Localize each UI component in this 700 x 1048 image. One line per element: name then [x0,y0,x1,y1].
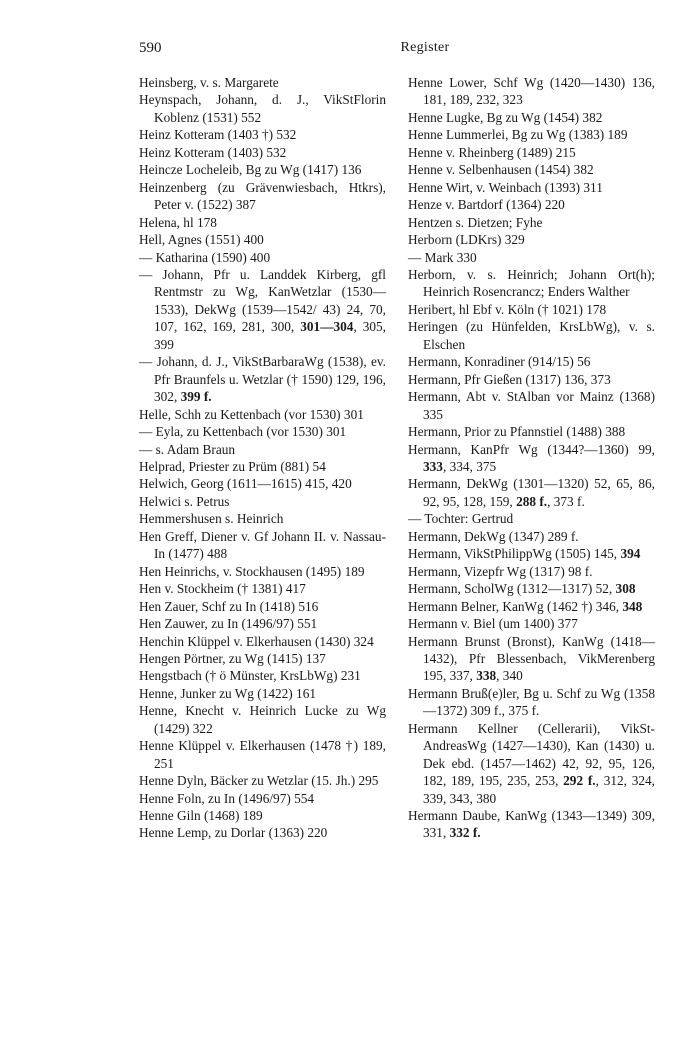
index-entry: — Eyla, zu Kettenbach (vor 1530) 301 [139,424,347,440]
index-entry: Hermann, KanPfr Wg (1344?—1360) 99, 333, 334, 375 [408,441,655,474]
index-entry: Henne, Knecht v. Heinrich Lucke zu Wg (1429) 322 [139,703,386,736]
index-entry: Henne v. Selbenhausen (1454) 382 [408,162,594,178]
index-entry: Hermann, VikStPhilippWg (1505) 145, 394 [408,546,641,562]
right-column [408,74,655,842]
index-entry: Hermann, Abt v. StAlban vor Mainz (1368) 335 [408,389,655,422]
index-entry: — Tochter: Gertrud [408,511,514,527]
index-entry: — Katharina (1590) 400 [139,249,271,265]
page-number: 590 [139,40,162,56]
index-entry: — Johann, Pfr u. Landdek Kirberg, gfl Rentmstr zu Wg, KanWetzlar (1530—1533), DekWg (1539—1542/ 43) 24, 70, 107, 162, 169, 281, 300, 301—304, 305, 399 [139,266,387,352]
index-entry: Hermann Daube, KanWg (1343—1349) 309, 331, 332 f. [408,808,655,841]
index-entry: Heincze Locheleib, Bg zu Wg (1417) 136 [139,162,362,178]
index-entry: Henne, Junker zu Wg (1422) 161 [139,685,317,701]
index-entry: Hermann Kellner (Cellerarii), VikSt-AndreasWg (1427—1430), Kan (1430) u. Dek ebd. (1457—1462) 42, 92, 95, 126, 182, 189, 195, 235, 253, 292 f., 312, 324, 339, 343, 380 [408,720,656,806]
index-entry: — Johann, d. J., VikStBarbaraWg (1538), ev. Pfr Braunfels u. Wetzlar († 1590) 129, 196, 302, 399 f. [139,354,386,405]
index-entry: Hermann, DekWg (1347) 289 f. [408,528,579,544]
index-entry: Hen Greff, Diener v. Gf Johann II. v. Nassau-In (1477) 488 [139,528,386,562]
running-head: Register [400,40,450,55]
index-entry: Henne Dyln, Bäcker zu Wetzlar (15. Jh.) 295 [139,773,379,789]
index-entry: Hermann, Pfr Gießen (1317) 136, 373 [408,371,611,387]
index-entry: Hermann, Konradiner (914/15) 56 [408,354,591,370]
index-entry: Hermann Bruß(e)ler, Bg u. Schf zu Wg (1358—1372) 309 f., 375 f. [408,685,655,719]
left-column [139,74,386,842]
index-entry: Helena, hl 178 [139,214,217,230]
index-entry: Henne Lemp, zu Dorlar (1363) 220 [139,825,328,841]
index-entry: Hen Heinrichs, v. Stockhausen (1495) 189 [139,563,365,579]
index-entry: Heynspach, Johann, d. J., VikStFlorin Koblenz (1531) 552 [139,92,386,125]
index-entry: Heribert, hl Ebf v. Köln († 1021) 178 [408,301,607,317]
index-entry: Henchin Klüppel v. Elkerhausen (1430) 324 [139,633,374,649]
index-entry: Heinz Kotteram (1403) 532 [139,144,287,160]
index-entry: Hen Zauer, Schf zu In (1418) 516 [139,598,319,614]
index-entry: Hemmershusen s. Heinrich [139,511,284,527]
index-entry: — s. Adam Braun [139,441,236,457]
index-entry: Heinsberg, v. s. Margarete [139,75,279,90]
index-entry: Hermann, Vizepfr Wg (1317) 98 f. [408,563,593,579]
index-entry: Hermann Brunst (Bronst), KanWg (1418—1432), Pfr Blessenbach, VikMerenberg 195, 337, 338, 340 [408,633,655,684]
index-entry: Hermann v. Biel (um 1400) 377 [408,616,578,632]
index-entry: Helwich, Georg (1611—1615) 415, 420 [139,476,352,492]
index-entry: Heinz Kotteram (1403 †) 532 [139,127,297,143]
index-entry: Helwici s. Petrus [139,493,230,509]
index-entry: Hermann, ScholWg (1312—1317) 52, 308 [408,581,636,597]
index-entry: Henze v. Bartdorf (1364) 220 [408,197,565,213]
index-entry: Heinzenberg (zu Grävenwiesbach, Htkrs), Peter v. (1522) 387 [139,179,386,213]
index-entry: Helle, Schh zu Kettenbach (vor 1530) 301 [139,406,364,422]
index-entry: Hengen Pörtner, zu Wg (1415) 137 [139,650,326,666]
index-entry: Herborn (LDKrs) 329 [408,232,525,248]
index-entry: Henne Lummerlei, Bg zu Wg (1383) 189 [408,127,628,143]
index-entry: Hermann, Prior zu Pfannstiel (1488) 388 [408,424,626,440]
index-entry: Henne Lower, Schf Wg (1420—1430) 136, 181, 189, 232, 323 [408,75,655,108]
index-entry: Henne v. Rheinberg (1489) 215 [408,144,576,160]
index-entry: Hermann Belner, KanWg (1462 †) 346, 348 [408,598,643,614]
index-entry: Henne Foln, zu In (1496/97) 554 [139,790,315,806]
index-entry: Henne Wirt, v. Weinbach (1393) 311 [408,179,603,195]
index-entry: Hen Zauwer, zu In (1496/97) 551 [139,616,318,632]
index-entry: Hermann, DekWg (1301—1320) 52, 65, 86, 92, 95, 128, 159, 288 f., 373 f. [408,476,655,509]
index-entry: Henne Klüppel v. Elkerhausen (1478 †) 189, 251 [139,738,386,771]
index-entry: Hengstbach († ö Münster, KrsLbWg) 231 [139,668,361,684]
index-entry: — Mark 330 [408,249,477,265]
index-entry: Heringen (zu Hünfelden, KrsLbWg), v. s. Elschen [408,319,655,352]
index-entry: Helprad, Priester zu Prüm (881) 54 [139,458,326,474]
index-entry: Hell, Agnes (1551) 400 [139,232,264,248]
index-entry: Henne Giln (1468) 189 [139,808,263,824]
index-entry: Hen v. Stockheim († 1381) 417 [139,581,306,597]
index-entry: Hentzen s. Dietzen; Fyhe [408,214,543,230]
index-entry: Herborn, v. s. Heinrich; Johann Ort(h); Heinrich Rosencrancz; Enders Walther [408,266,655,300]
index-entry: Henne Lugke, Bg zu Wg (1454) 382 [408,109,603,125]
